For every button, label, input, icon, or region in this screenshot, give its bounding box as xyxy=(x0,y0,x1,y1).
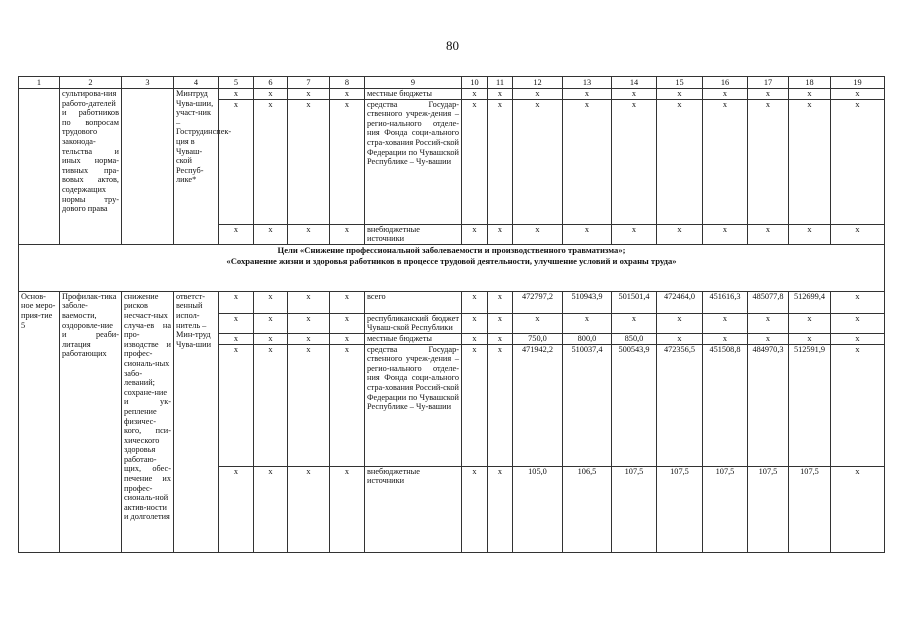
mark-cell: x xyxy=(219,333,254,344)
value-cell: x xyxy=(789,224,831,244)
header-cell: 12 xyxy=(513,77,563,89)
mark-cell: x xyxy=(254,313,288,333)
value-cell: x xyxy=(831,291,885,313)
mark-cell: x xyxy=(288,313,330,333)
header-cell: 14 xyxy=(612,77,657,89)
value-cell: 107,5 xyxy=(789,466,831,552)
value-cell: 472464,0 xyxy=(657,291,703,313)
value-cell: x xyxy=(488,344,513,466)
value-cell: x xyxy=(563,89,612,100)
funding-source: внебюджетные источники xyxy=(365,224,462,244)
mark-cell: x xyxy=(219,99,254,224)
value-cell: x xyxy=(831,89,885,100)
funding-source: средства Государ-ственного учреж-дения – регио-нального отделе-ния Фонда соци-ального стра-хования Россий-ской Федерации по Чувашской Республике – Чу-вашии xyxy=(365,99,462,224)
expected-result: снижение рисков несчаст-ных случа-ев на про-изводстве и профес-сиональ-ных забо-леваний; сохране-ние и ук-репление физичес-кого, пси-хического здоровья работаю-щих, обес-печение их профес-сиональ-ной актив-ности и долголетия xyxy=(122,291,174,552)
value-cell: 750,0 xyxy=(513,333,563,344)
value-cell: x xyxy=(831,224,885,244)
value-cell: 485077,8 xyxy=(748,291,789,313)
value-cell: 105,0 xyxy=(513,466,563,552)
value-cell: x xyxy=(513,89,563,100)
value-cell: x xyxy=(831,466,885,552)
value-cell: x xyxy=(657,224,703,244)
value-cell: x xyxy=(488,99,513,224)
header-cell: 7 xyxy=(288,77,330,89)
executor-cell: ответст-венный испол-нитель – Мин-труд Чува-шии xyxy=(174,291,219,552)
value-cell: 472356,5 xyxy=(657,344,703,466)
page-number: 80 xyxy=(446,38,459,53)
mark-cell: x xyxy=(330,333,365,344)
funding-source: местные бюджеты xyxy=(365,89,462,100)
value-cell: x xyxy=(831,344,885,466)
value-cell: 107,5 xyxy=(612,466,657,552)
mark-cell: x xyxy=(330,291,365,313)
value-cell: x xyxy=(462,291,488,313)
header-cell: 4 xyxy=(174,77,219,89)
value-cell: 106,5 xyxy=(563,466,612,552)
value-cell: x xyxy=(657,333,703,344)
value-cell: 107,5 xyxy=(703,466,748,552)
header-cell: 3 xyxy=(122,77,174,89)
value-cell: x xyxy=(462,333,488,344)
value-cell: x xyxy=(789,99,831,224)
value-cell: x xyxy=(789,313,831,333)
value-cell: 451616,3 xyxy=(703,291,748,313)
value-cell: x xyxy=(513,99,563,224)
mark-cell: x xyxy=(288,224,330,244)
value-cell: 512699,4 xyxy=(789,291,831,313)
measure-label: Основ-ное меро-прия-тие 5 xyxy=(19,291,60,552)
value-cell: 107,5 xyxy=(748,466,789,552)
value-cell: x xyxy=(488,333,513,344)
value-cell: x xyxy=(703,99,748,224)
value-cell: 472797,2 xyxy=(513,291,563,313)
value-cell: x xyxy=(831,99,885,224)
value-cell: x xyxy=(513,313,563,333)
value-cell: x xyxy=(703,333,748,344)
value-cell: 510037,4 xyxy=(563,344,612,466)
header-cell: 11 xyxy=(488,77,513,89)
executor-cell: Минтруд Чува-шии, участ-ник – Гострудинспек-ция в Чуваш-ской Респуб-лике* xyxy=(174,89,219,245)
value-cell: x xyxy=(748,89,789,100)
mark-cell: x xyxy=(254,344,288,466)
value-cell: x xyxy=(462,466,488,552)
value-cell: x xyxy=(612,224,657,244)
value-cell: x xyxy=(748,333,789,344)
value-cell: 510943,9 xyxy=(563,291,612,313)
table-row xyxy=(19,291,885,313)
value-cell: x xyxy=(748,99,789,224)
header-cell: 6 xyxy=(254,77,288,89)
value-cell: x xyxy=(462,89,488,100)
value-cell: x xyxy=(748,224,789,244)
mark-cell: x xyxy=(219,291,254,313)
header-cell: 1 xyxy=(19,77,60,89)
mark-cell: x xyxy=(219,89,254,100)
mark-cell: x xyxy=(254,333,288,344)
value-cell: x xyxy=(563,224,612,244)
funding-source: всего xyxy=(365,291,462,313)
mark-cell: x xyxy=(330,466,365,552)
mark-cell: x xyxy=(330,99,365,224)
empty-cell xyxy=(122,89,174,245)
mark-cell: x xyxy=(219,466,254,552)
value-cell: x xyxy=(488,291,513,313)
value-cell: x xyxy=(612,99,657,224)
section-title-line: Цели «Снижение профессиональной заболеваемости и производственного травматизма»; xyxy=(277,244,626,255)
mark-cell: x xyxy=(254,224,288,244)
value-cell: x xyxy=(488,313,513,333)
value-cell: x xyxy=(513,224,563,244)
value-cell: 500543,9 xyxy=(612,344,657,466)
mark-cell: x xyxy=(288,344,330,466)
value-cell: 107,5 xyxy=(657,466,703,552)
header-cell: 18 xyxy=(789,77,831,89)
activity-description: сультирова-ния работо-дателей и работников по вопросам трудового законода-тельства и иных норма-тивных пра-вовых актов, содержащих нормы тру-дового права xyxy=(60,89,122,245)
value-cell: x xyxy=(657,99,703,224)
value-cell: x xyxy=(831,313,885,333)
header-cell: 16 xyxy=(703,77,748,89)
funding-source: средства Государ-ственного учреж-дения – регио-нального отделе-ния Фонда соци-ального стра-хования Россий-ской Федерации по Чувашской Республике – Чу-вашии xyxy=(365,344,462,466)
mark-cell: x xyxy=(330,344,365,466)
header-cell: 9 xyxy=(365,77,462,89)
value-cell: x xyxy=(612,313,657,333)
mark-cell: x xyxy=(288,466,330,552)
value-cell: 471942,2 xyxy=(513,344,563,466)
value-cell: x xyxy=(488,224,513,244)
mark-cell: x xyxy=(288,89,330,100)
value-cell: x xyxy=(703,313,748,333)
header-cell: 17 xyxy=(748,77,789,89)
value-cell: x xyxy=(462,99,488,224)
mark-cell: x xyxy=(254,99,288,224)
funding-source: республиканский бюджет Чуваш-ской Республики xyxy=(365,313,462,333)
mark-cell: x xyxy=(288,291,330,313)
header-cell: 8 xyxy=(330,77,365,89)
value-cell: 800,0 xyxy=(563,333,612,344)
funding-source: местные бюджеты xyxy=(365,333,462,344)
value-cell: x xyxy=(563,99,612,224)
value-cell: x xyxy=(789,89,831,100)
empty-cell xyxy=(19,89,60,245)
value-cell: x xyxy=(488,466,513,552)
value-cell: x xyxy=(657,89,703,100)
section-title-row xyxy=(19,244,885,291)
header-cell: 15 xyxy=(657,77,703,89)
header-cell: 10 xyxy=(462,77,488,89)
value-cell: 850,0 xyxy=(612,333,657,344)
mark-cell: x xyxy=(254,89,288,100)
value-cell: x xyxy=(703,224,748,244)
table-row xyxy=(19,89,885,100)
value-cell: x xyxy=(462,224,488,244)
mark-cell: x xyxy=(288,99,330,224)
mark-cell: x xyxy=(288,333,330,344)
header-cell: 2 xyxy=(60,77,122,89)
section-title xyxy=(19,244,885,291)
mark-cell: x xyxy=(330,313,365,333)
funding-source: внебюджетные источники xyxy=(365,466,462,552)
mark-cell: x xyxy=(330,224,365,244)
mark-cell: x xyxy=(254,466,288,552)
section-title-line: «Сохранение жизни и здоровья работников в процессе трудовой деятельности, улучшение условий и охраны труда» xyxy=(226,255,677,266)
value-cell: x xyxy=(563,313,612,333)
mark-cell: x xyxy=(219,344,254,466)
mark-cell: x xyxy=(219,313,254,333)
value-cell: x xyxy=(703,89,748,100)
header-cell: 13 xyxy=(563,77,612,89)
value-cell: 484970,3 xyxy=(748,344,789,466)
mark-cell: x xyxy=(254,291,288,313)
value-cell: x xyxy=(612,89,657,100)
header-row xyxy=(19,77,885,89)
value-cell: 501501,4 xyxy=(612,291,657,313)
activity-description: Профилак-тика заболе-ваемости, оздоровле-ние и реаби-литация работающих xyxy=(60,291,122,552)
value-cell: x xyxy=(488,89,513,100)
program-table xyxy=(18,76,885,553)
value-cell: x xyxy=(789,333,831,344)
value-cell: 451508,8 xyxy=(703,344,748,466)
value-cell: x xyxy=(748,313,789,333)
value-cell: x xyxy=(462,313,488,333)
mark-cell: x xyxy=(219,224,254,244)
value-cell: x xyxy=(462,344,488,466)
value-cell: 512591,9 xyxy=(789,344,831,466)
mark-cell: x xyxy=(330,89,365,100)
header-cell: 19 xyxy=(831,77,885,89)
value-cell: x xyxy=(657,313,703,333)
value-cell: x xyxy=(831,333,885,344)
header-cell: 5 xyxy=(219,77,254,89)
